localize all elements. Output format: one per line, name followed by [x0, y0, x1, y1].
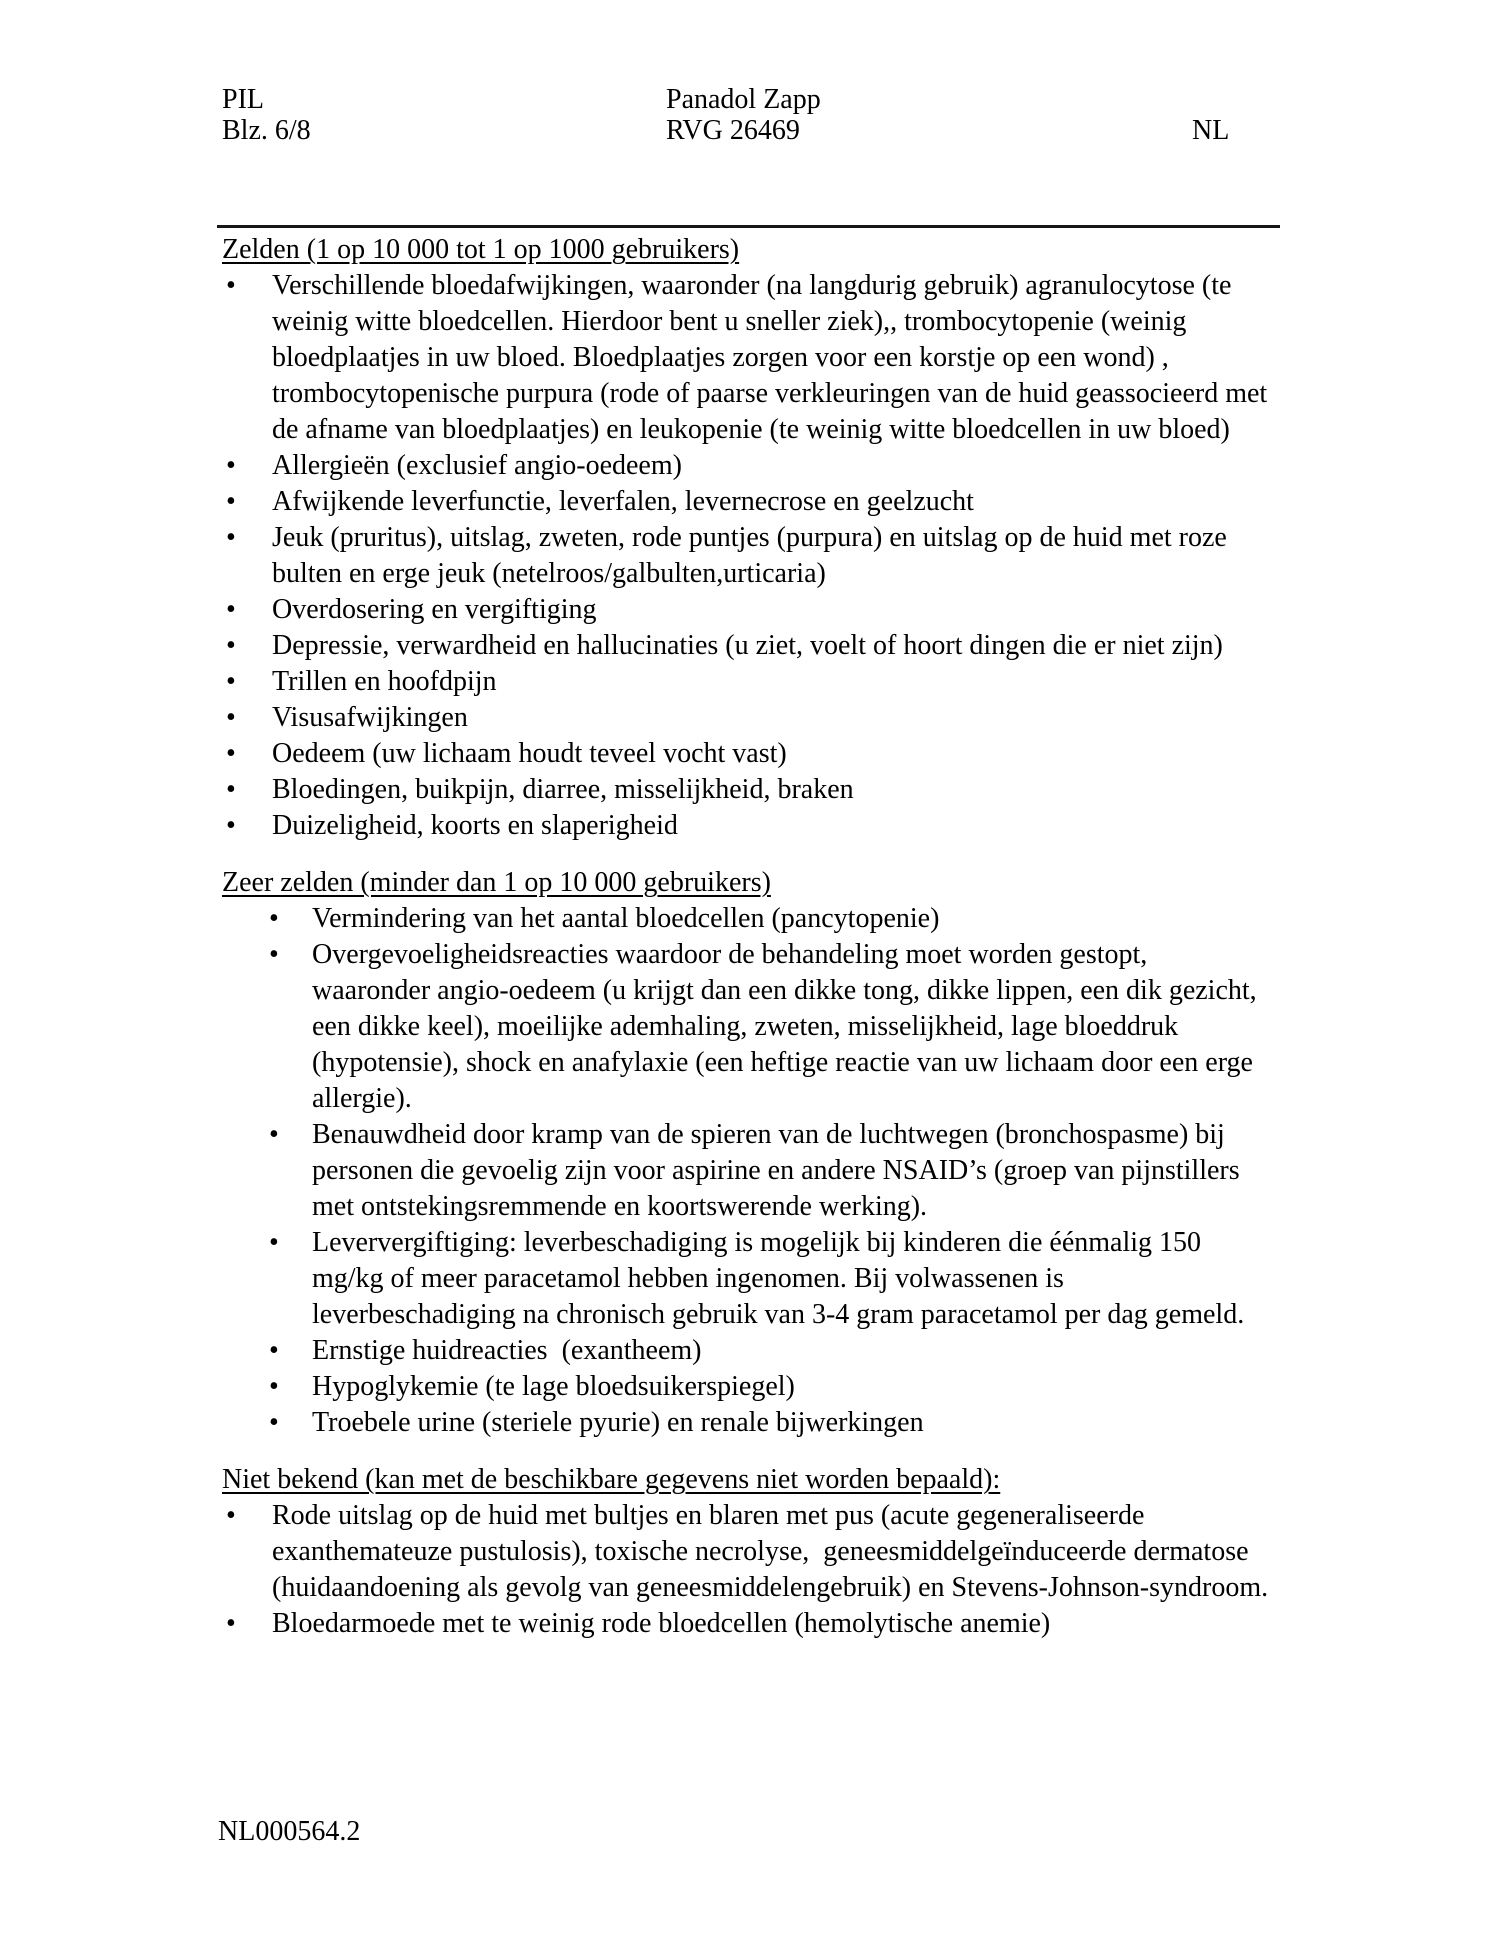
bullet-icon: • — [226, 630, 236, 661]
registration-number: RVG 26469 — [666, 115, 800, 146]
page-header-left — [222, 84, 311, 146]
list-item-text: Bloedingen, buikpijn, diarree, misselijkheid, braken — [272, 774, 854, 805]
section-heading-niet-bekend: Niet bekend (kan met de beschikbare gegevens niet worden bepaald): — [222, 1464, 1001, 1495]
bullet-icon: • — [269, 1407, 279, 1438]
bullet-icon: • — [226, 702, 236, 733]
document-code: NL000564.2 — [218, 1816, 361, 1847]
list-item-text: Duizeligheid, koorts en slaperigheid — [272, 810, 678, 841]
list-item-text: Rode uitslag op de huid met bultjes en blaren met pus (acute gegeneraliseerde exanthemateuze pustulosis), toxische necrolyse, geneesmiddelgeïnduceerde dermatose (huidaandoening als gevolg van geneesmiddelengebruik) en Stevens-Johnson-syndroom. — [272, 1500, 1269, 1603]
list-item — [222, 520, 1290, 592]
bullet-icon: • — [269, 903, 279, 934]
list-item — [222, 592, 1290, 628]
list-item-text: Troebele urine (steriele pyurie) en renale bijwerkingen — [312, 1407, 924, 1438]
list-item-text: Verschillende bloedafwijkingen, waaronder (na langdurig gebruik) agranulocytose (te weinig witte bloedcellen. Hierdoor bent u sneller ziek),, trombocytopenie (weinig bloedplaatjes in uw bloed. Bloedplaatjes zorgen voor een korstje op een wond) , trombocytopenische purpura (rode of paarse verkleuringen van de huid geassocieerd met de afname van bloedplaatjes) en leukopenie (te weinig witte bloedcellen in uw bloed) — [272, 270, 1275, 445]
list-item-text: Bloedarmoede met te weinig rode bloedcellen (hemolytische anemie) — [272, 1608, 1051, 1639]
bullet-list-zelden — [222, 268, 1290, 844]
bullet-icon: • — [226, 450, 236, 481]
bullet-icon: • — [226, 810, 236, 841]
list-item-text: Afwijkende leverfunctie, leverfalen, levernecrose en geelzucht — [272, 486, 974, 517]
list-item-text: Vermindering van het aantal bloedcellen (pancytopenie) — [312, 903, 940, 934]
list-item-text: Trillen en hoofdpijn — [272, 666, 497, 697]
list-item-text: Overgevoeligheidsreacties waardoor de behandeling moet worden gestopt, waaronder angio-oedeem (u krijgt dan een dikke tong, dikke lippen, een dik gezicht, een dikke keel), moeilijke ademhaling, zweten, misselijkheid, lage bloeddruk (hypotensie), shock en anafylaxie (een heftige reactie van uw lichaam door een erge allergie). — [312, 939, 1264, 1114]
bullet-icon: • — [226, 594, 236, 625]
list-item — [222, 1117, 1262, 1225]
list-item — [222, 1225, 1262, 1333]
list-item — [222, 1369, 1262, 1405]
list-item — [222, 1606, 1290, 1642]
bullet-icon: • — [226, 738, 236, 769]
bullet-icon: • — [269, 939, 279, 970]
list-item — [222, 772, 1290, 808]
bullet-icon: • — [226, 774, 236, 805]
list-item-text: Allergieën (exclusief angio-oedeem) — [272, 450, 682, 481]
list-item — [222, 901, 1262, 937]
list-item-text: Jeuk (pruritus), uitslag, zweten, rode puntjes (purpura) en uitslag op de huid met roze bulten en erge jeuk (netelroos/galbulten,urticaria) — [272, 522, 1234, 589]
list-item-text: Hypoglykemie (te lage bloedsuikerspiegel) — [312, 1371, 795, 1402]
list-item-text: Ernstige huidreacties (exantheem) — [312, 1335, 702, 1366]
document-body — [222, 232, 1290, 1642]
bullet-icon: • — [226, 1608, 236, 1639]
bullet-icon: • — [269, 1371, 279, 1402]
list-item-text: Leververgiftiging: leverbeschadiging is mogelijk bij kinderen die éénmalig 150 mg/kg of meer paracetamol hebben ingenomen. Bij volwassenen is leverbeschadiging na chronisch gebruik van 3-4 gram paracetamol per dag gemeld. — [312, 1227, 1245, 1330]
product-name: Panadol Zapp — [666, 84, 821, 115]
list-item-text: Benauwdheid door kramp van de spieren van de luchtwegen (bronchospasme) bij personen die gevoelig zijn voor aspirine en andere NSAID’s (groep van pijnstillers met ontstekingsremmende en koortswerende werking). — [312, 1119, 1247, 1222]
list-item — [222, 1333, 1262, 1369]
bullet-list-zeer-zelden — [222, 901, 1262, 1441]
list-item — [222, 937, 1262, 1117]
bullet-icon: • — [226, 666, 236, 697]
language-code: NL — [1192, 115, 1230, 146]
list-item — [222, 484, 1290, 520]
bullet-icon: • — [226, 270, 236, 301]
list-item — [222, 1498, 1290, 1606]
section-heading-zelden: Zelden (1 op 10 000 tot 1 op 1000 gebruikers) — [222, 234, 740, 265]
list-item-text: Visusafwijkingen — [272, 702, 468, 733]
bullet-icon: • — [226, 1500, 236, 1531]
list-item — [222, 1405, 1262, 1441]
list-item-text: Oedeem (uw lichaam houdt teveel vocht vast) — [272, 738, 787, 769]
list-item-text: Overdosering en vergiftiging — [272, 594, 597, 625]
page-number: Blz. 6/8 — [222, 115, 311, 146]
list-item — [222, 808, 1290, 844]
list-item-text: Depressie, verwardheid en hallucinaties (u ziet, voelt of hoort dingen die er niet zijn) — [272, 630, 1223, 661]
list-item — [222, 628, 1290, 664]
bullet-icon: • — [226, 486, 236, 517]
bullet-icon: • — [269, 1119, 279, 1150]
list-item — [222, 664, 1290, 700]
doc-type: PIL — [222, 84, 264, 115]
list-item — [222, 700, 1290, 736]
list-item — [222, 268, 1290, 448]
list-item — [222, 448, 1290, 484]
bullet-list-niet-bekend — [222, 1498, 1290, 1642]
bullet-icon: • — [269, 1227, 279, 1258]
page-header-center — [666, 84, 821, 146]
section-heading-zeer-zelden: Zeer zelden (minder dan 1 op 10 000 gebruikers) — [222, 867, 771, 898]
list-item — [222, 736, 1290, 772]
bullet-icon: • — [269, 1335, 279, 1366]
bullet-icon: • — [226, 522, 236, 553]
header-divider — [217, 225, 1280, 228]
